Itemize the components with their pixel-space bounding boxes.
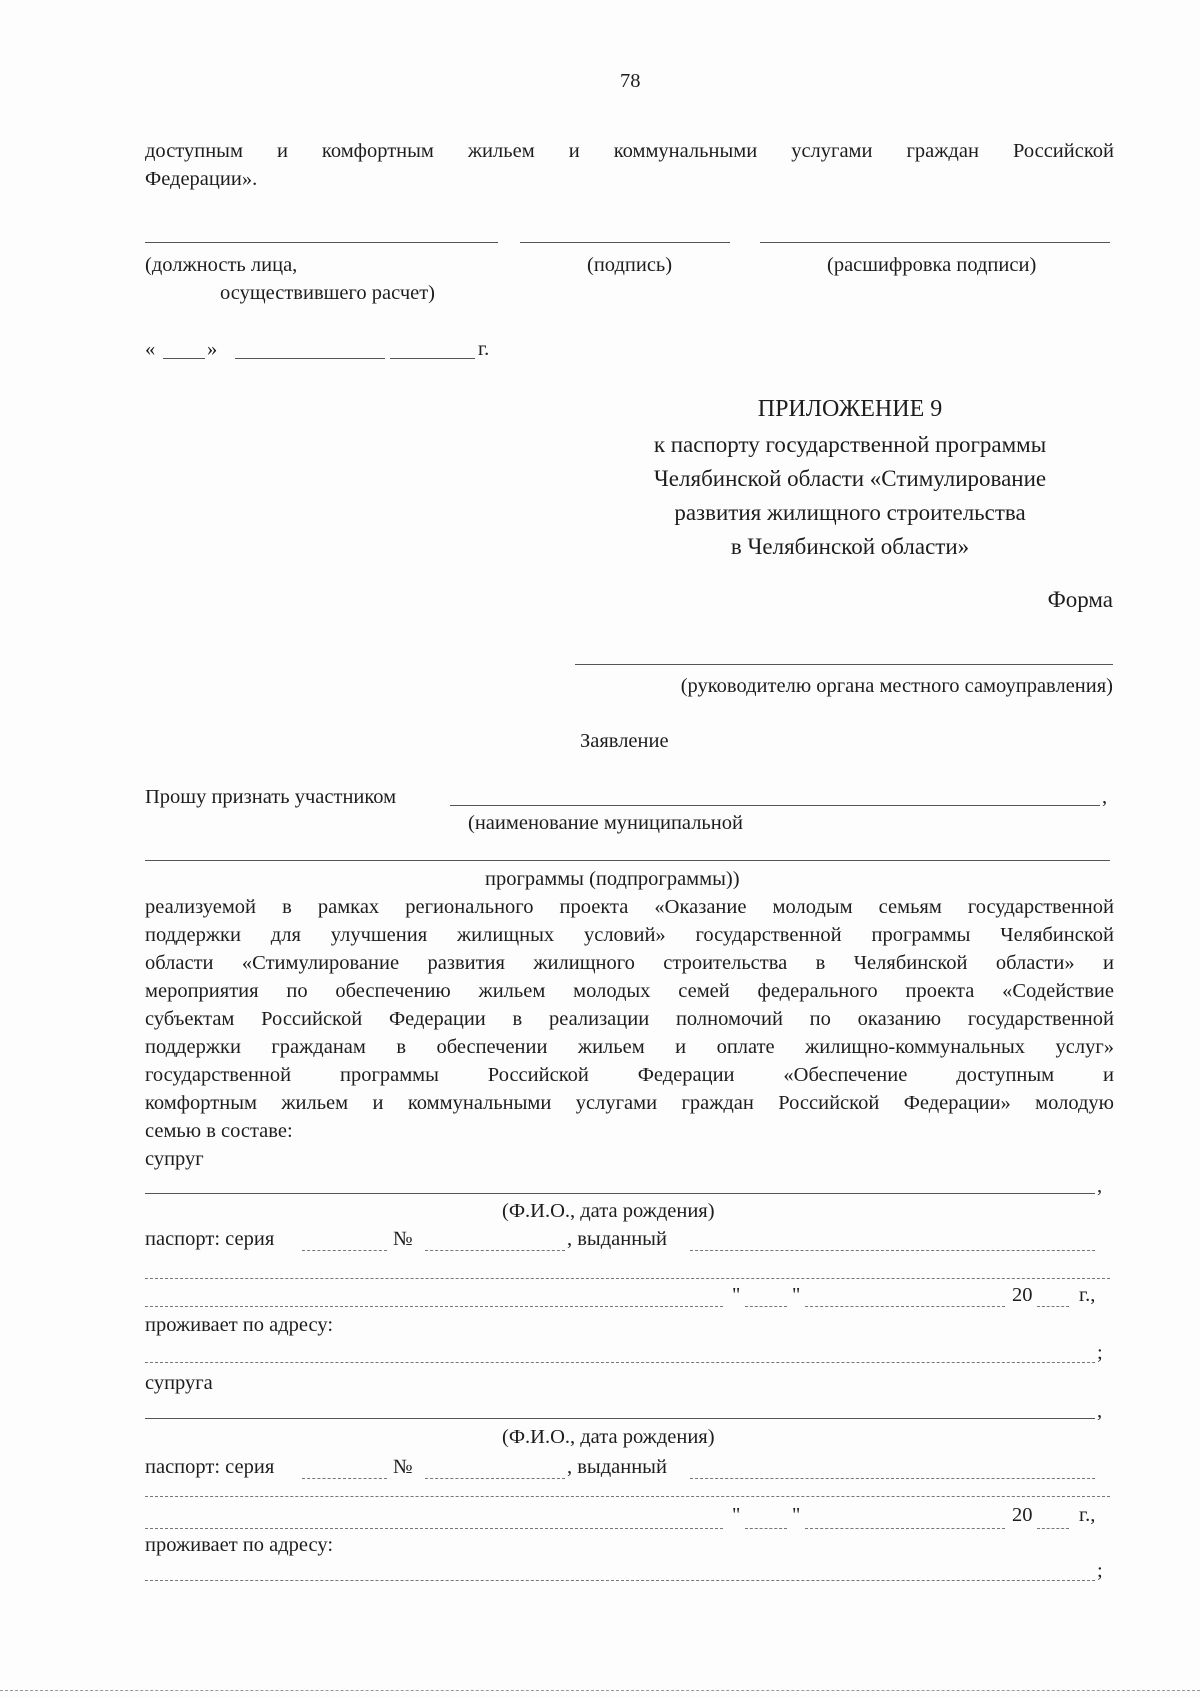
wife-date-month-line — [805, 1528, 1005, 1529]
program-name-line-2 — [145, 860, 1110, 861]
wife-number-sign: № — [393, 1456, 413, 1478]
appendix-line-2: Челябинской области «Стимулирование — [653, 466, 1047, 491]
wife-issued-line — [690, 1478, 1095, 1479]
program-name-line — [450, 805, 1100, 806]
wife-year-line — [1037, 1528, 1069, 1529]
position-label-2: осуществившего расчет) — [220, 282, 436, 304]
wife-fio-line — [145, 1418, 1095, 1419]
body-line-2: поддержки для улучшения жилищных условий» государственной программы Челябинской — [145, 924, 1114, 946]
request-prefix: Прошу признать участником — [145, 786, 397, 808]
signature-line — [520, 242, 730, 243]
husband-address-label: проживает по адресу: — [145, 1314, 334, 1336]
husband-date-day-line — [745, 1306, 787, 1307]
date-close-quote: » — [207, 338, 218, 360]
page-number: 78 — [620, 70, 641, 92]
husband-fio-hint: (Ф.И.О., дата рождения) — [502, 1200, 715, 1222]
decryption-line — [760, 242, 1110, 243]
wife-address-line — [145, 1580, 1095, 1581]
continuation-line-1: доступным и комфортным жильем и коммунальными услугами граждан Российской — [145, 140, 1114, 162]
body-line-4: мероприятия по обеспечению жильем молодых семей федерального проекта «Содействие — [145, 980, 1114, 1002]
appendix-line-4: в Челябинской области» — [730, 534, 970, 559]
appendix-title: ПРИЛОЖЕНИЕ 9 — [757, 396, 943, 422]
husband-fio-line — [145, 1193, 1095, 1194]
body-line-1: реализуемой в рамках регионального проекта «Оказание молодым семьям государственной — [145, 896, 1114, 918]
signature-label: (подпись) — [587, 254, 673, 276]
wife-issued-label: , выданный — [567, 1456, 667, 1478]
wife-series-line — [302, 1478, 387, 1479]
date-open-quote: « — [145, 338, 156, 360]
husband-address-line — [145, 1362, 1095, 1363]
position-label-1: (должность лица, — [145, 254, 298, 276]
date-month-line — [235, 358, 385, 359]
wife-date-day-line — [745, 1528, 787, 1529]
husband-date-quote-close: " — [792, 1284, 801, 1306]
husband-series-line — [302, 1250, 387, 1251]
wife-passport-series-label: паспорт: серия — [145, 1456, 275, 1478]
program-hint-2: программы (подпрограммы)) — [485, 868, 740, 890]
body-line-9: семью в составе: — [145, 1120, 293, 1142]
husband-number-sign: № — [393, 1228, 413, 1250]
wife-date-quote-open: " — [732, 1504, 741, 1526]
date-day-line — [163, 358, 205, 359]
wife-address-label: проживает по адресу: — [145, 1534, 334, 1556]
wife-fio-hint: (Ф.И.О., дата рождения) — [502, 1426, 715, 1448]
husband-passport-series-label: паспорт: серия — [145, 1228, 275, 1250]
wife-comma: , — [1097, 1400, 1103, 1422]
wife-year-suffix: г., — [1079, 1504, 1096, 1526]
body-line-5: субъектам Российской Федерации в реализации полномочий по оказанию государственной — [145, 1008, 1114, 1030]
body-line-7: государственной программы Российской Федерации «Обеспечение доступным и — [145, 1064, 1114, 1086]
wife-year-prefix: 20 — [1012, 1504, 1033, 1526]
wife-date-quote-close: " — [792, 1504, 801, 1526]
continuation-line-2: Федерации». — [145, 168, 258, 190]
position-line — [145, 242, 498, 243]
husband-issued-line — [690, 1250, 1095, 1251]
appendix-line-1: к паспорту государственной программы — [653, 432, 1047, 457]
husband-year-line — [1037, 1306, 1069, 1307]
husband-year-suffix: г., — [1079, 1284, 1096, 1306]
wife-number-line — [425, 1478, 565, 1479]
wife-semicolon: ; — [1097, 1560, 1103, 1582]
addressee-label: (руководителю органа местного самоуправления) — [680, 675, 1113, 697]
husband-comma: , — [1097, 1175, 1103, 1197]
statement-title: Заявление — [580, 730, 669, 752]
wife-issued-line-3 — [145, 1528, 723, 1529]
husband-number-line — [425, 1250, 565, 1251]
program-hint-1: (наименование муниципальной — [468, 812, 743, 834]
request-comma: , — [1102, 786, 1108, 808]
husband-issued-line-3 — [145, 1306, 723, 1307]
body-line-6: поддержки гражданам в обеспечении жильем и оплате жилищно-коммунальных услуг» — [145, 1036, 1114, 1058]
wife-issued-line-2 — [145, 1496, 1110, 1497]
addressee-line — [575, 664, 1113, 665]
husband-date-month-line — [805, 1306, 1005, 1307]
husband-date-quote-open: " — [732, 1284, 741, 1306]
husband-issued-line-2 — [145, 1278, 1110, 1279]
body-line-3: области «Стимулирование развития жилищного строительства в Челябинской области» и — [145, 952, 1114, 974]
husband-label: супруг — [145, 1148, 204, 1170]
wife-label: супруга — [145, 1372, 213, 1394]
husband-semicolon: ; — [1097, 1342, 1103, 1364]
date-suffix: г. — [478, 338, 490, 360]
body-line-8: комфортным жильем и коммунальными услугами граждан Российской Федерации» молодую — [145, 1092, 1114, 1114]
husband-issued-label: , выданный — [567, 1228, 667, 1250]
page-bottom-rule — [0, 1690, 1200, 1691]
husband-year-prefix: 20 — [1012, 1284, 1033, 1306]
date-year-line — [390, 358, 475, 359]
decryption-label: (расшифровка подписи) — [827, 254, 1037, 276]
appendix-line-3: развития жилищного строительства — [674, 500, 1026, 525]
form-label: Форма — [1047, 587, 1113, 612]
